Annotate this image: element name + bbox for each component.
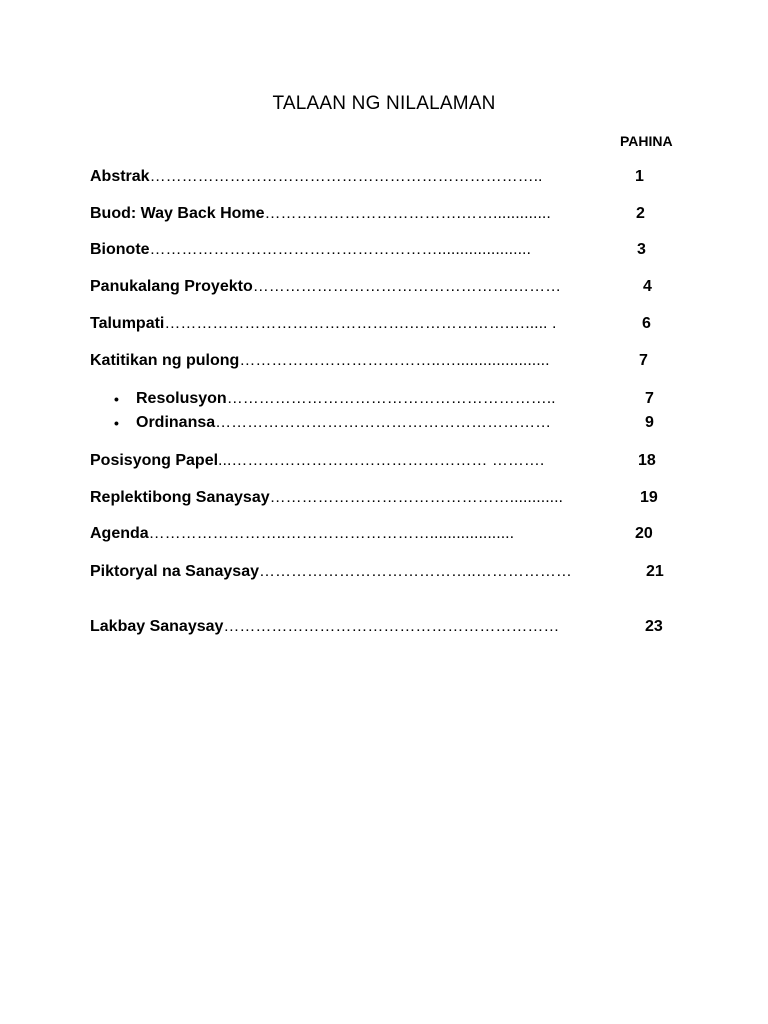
- toc-entry-label: Panukalang Proyekto: [90, 278, 253, 295]
- toc-entry-leader: ……………………………………………………..: [226, 390, 556, 407]
- toc-entry-leader: …………………………………..………………: [258, 563, 572, 580]
- toc-entry-katitikan-ng-pulong: [0, 350, 768, 372]
- toc-entry-piktoryal-na-sanaysay: [0, 561, 768, 583]
- page-column-header: PAHINA: [620, 133, 673, 149]
- toc-entry-leader: ……………………………….…….............: [264, 205, 551, 222]
- toc-entry-page: 3: [637, 241, 646, 258]
- toc-entry-page: 2: [636, 205, 645, 222]
- toc-entry-page: 4: [643, 278, 652, 295]
- toc-entry-replektibong-sanaysay: [0, 487, 768, 509]
- toc-subentry-resolusyon: [0, 388, 768, 410]
- toc-entry-label: Talumpati: [90, 315, 165, 332]
- toc-entry-label: Agenda: [90, 525, 149, 542]
- page-title: TALAAN NG NILALAMAN: [272, 93, 496, 114]
- toc-entry-label: Replektibong Sanaysay: [90, 489, 270, 506]
- toc-entry-leader: ………………………………………………………: [215, 414, 552, 431]
- toc-entry-leader: ………………………………………............: [269, 489, 563, 506]
- toc-entry-agenda: [0, 523, 768, 545]
- toc-entry-abstrak: [0, 166, 768, 188]
- toc-entry-buod: [0, 203, 768, 225]
- bullet-icon: •: [114, 391, 119, 407]
- toc-entry-page: 7: [645, 390, 654, 407]
- toc-subentry-ordinansa: [0, 412, 768, 434]
- toc-entry-leader: ………………………………………….………: [252, 278, 562, 295]
- toc-entry-page: 6: [642, 315, 651, 332]
- toc-entry-leader: ……………………………………….……………….…..... .: [164, 315, 557, 332]
- toc-entry-page: 9: [645, 414, 654, 431]
- toc-entry-label: Resolusyon: [136, 390, 227, 407]
- toc-entry-label: Lakbay Sanaysay: [90, 618, 224, 635]
- toc-entry-posisyong-papel: [0, 450, 768, 472]
- toc-entry-leader: ………………………………………………………………..: [149, 168, 543, 185]
- toc-entry-label: Ordinansa: [136, 414, 216, 431]
- toc-entry-label: Buod: Way Back Home: [90, 205, 265, 222]
- toc-entry-bionote: [0, 239, 768, 261]
- toc-entry-page: 23: [645, 618, 663, 635]
- toc-entry-leader: ………………………………..….....................: [239, 352, 550, 369]
- toc-entry-panukalang-proyekto: [0, 276, 768, 298]
- toc-entry-page: 18: [638, 452, 656, 469]
- toc-entry-leader: ...………………………………………… ……….: [218, 452, 545, 469]
- toc-entry-leader: ……………………..………………………...................: [148, 525, 515, 542]
- toc-entry-leader: ……………………………………………….....................: [149, 241, 531, 258]
- toc-entry-leader: ………………………………………………………: [223, 618, 560, 635]
- toc-entry-page: 20: [635, 525, 653, 542]
- toc-entry-page: 21: [646, 563, 664, 580]
- bullet-icon: •: [114, 415, 119, 431]
- toc-entry-talumpati: [0, 313, 768, 335]
- toc-entry-label: Piktoryal na Sanaysay: [90, 563, 259, 580]
- toc-entry-label: Katitikan ng pulong: [90, 352, 240, 369]
- toc-entry-label: Bionote: [90, 241, 150, 258]
- toc-entry-page: 7: [639, 352, 648, 369]
- toc-entry-page: 1: [635, 168, 644, 185]
- toc-entry-label: Posisyong Papel: [90, 452, 219, 469]
- toc-entry-page: 19: [640, 489, 658, 506]
- toc-entry-label: Abstrak: [90, 168, 150, 185]
- toc-entry-lakbay-sanaysay: [0, 616, 768, 638]
